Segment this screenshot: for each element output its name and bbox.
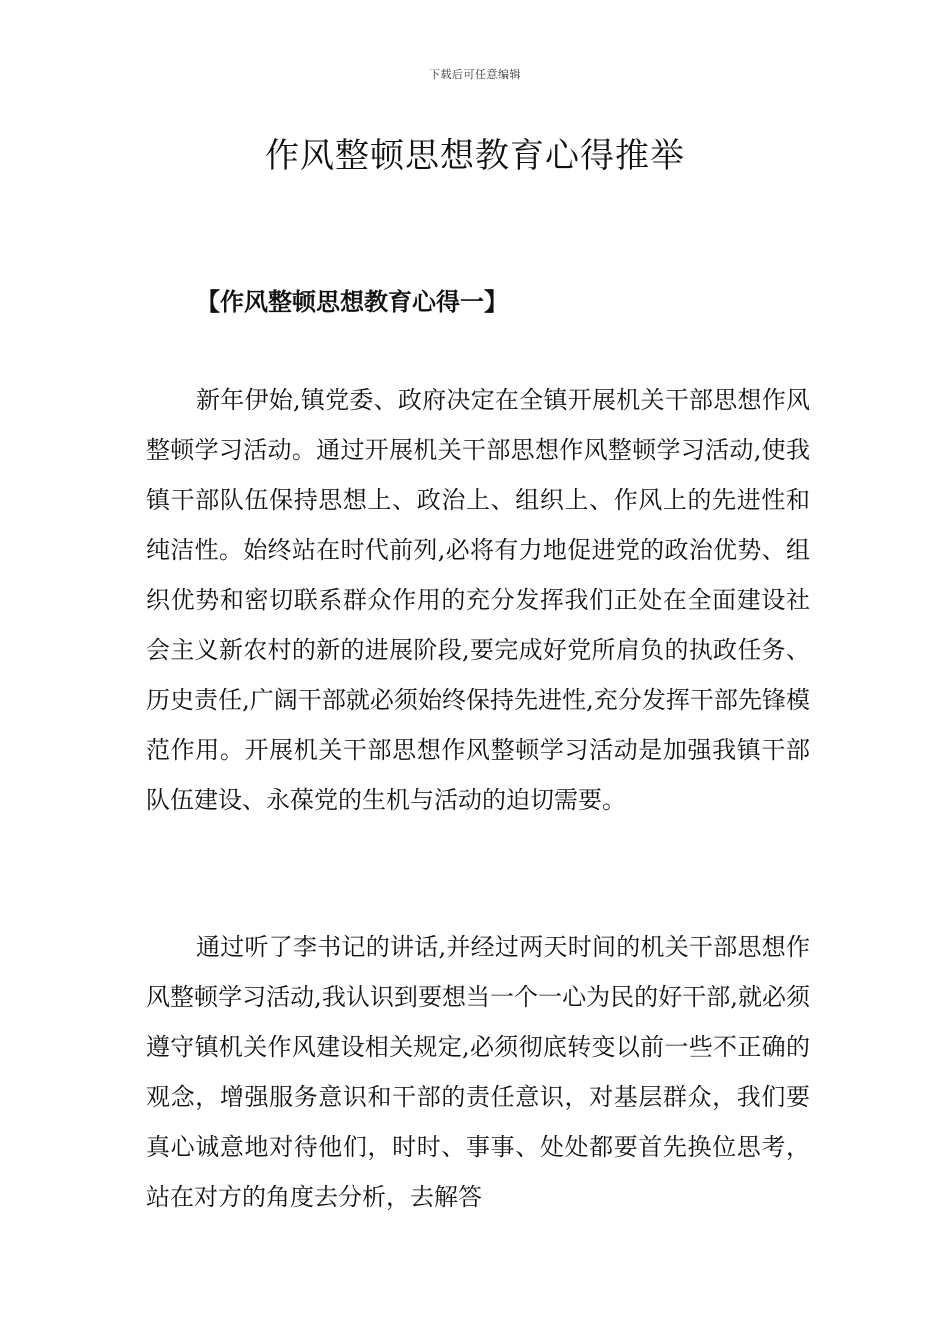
header-note: 下载后可任意编辑 <box>429 68 521 81</box>
paragraph-1: 新年伊始,镇党委、政府决定在全镇开展机关干部思想作风整顿学习活动。通过开展机关干部思想作风整顿学习活动,使我镇干部队伍保持思想上、政治上、组织上、作风上的先进性和纯洁性。始终站在时代前列,必将有力地促进党的政治优势、组织优势和密切联系群众作用的充分发挥我们正处在全面建设社会主义新农村的新的进展阶段,要完成好党所肩负的执政任务、历史责任,广阔干部就必须始终保持先进性,充分发挥干部先锋模范作用。开展机关干部思想作风整顿学习活动是加强我镇干部队伍建设、永葆党的生机与活动的迫切需要。 <box>146 386 810 814</box>
paragraph-2: 通过听了李书记的讲话,并经过两天时间的机关干部思想作风整顿学习活动,我认识到要想当一个一心为民的好干部,就必须遵守镇机关作风建设相关规定,必须彻底转变以前一些不正确的观念，增强服务意识和干部的责任意识，对基层群众，我们要真心诚意地对待他们，时时、事事、处处都要首先换位思考，站在对方的角度去分析，去解答 <box>146 933 810 1211</box>
section-heading: 【作风整顿思想教育心得一】 <box>196 287 508 316</box>
page-title: 作风整顿思想教育心得推举 <box>265 136 685 176</box>
